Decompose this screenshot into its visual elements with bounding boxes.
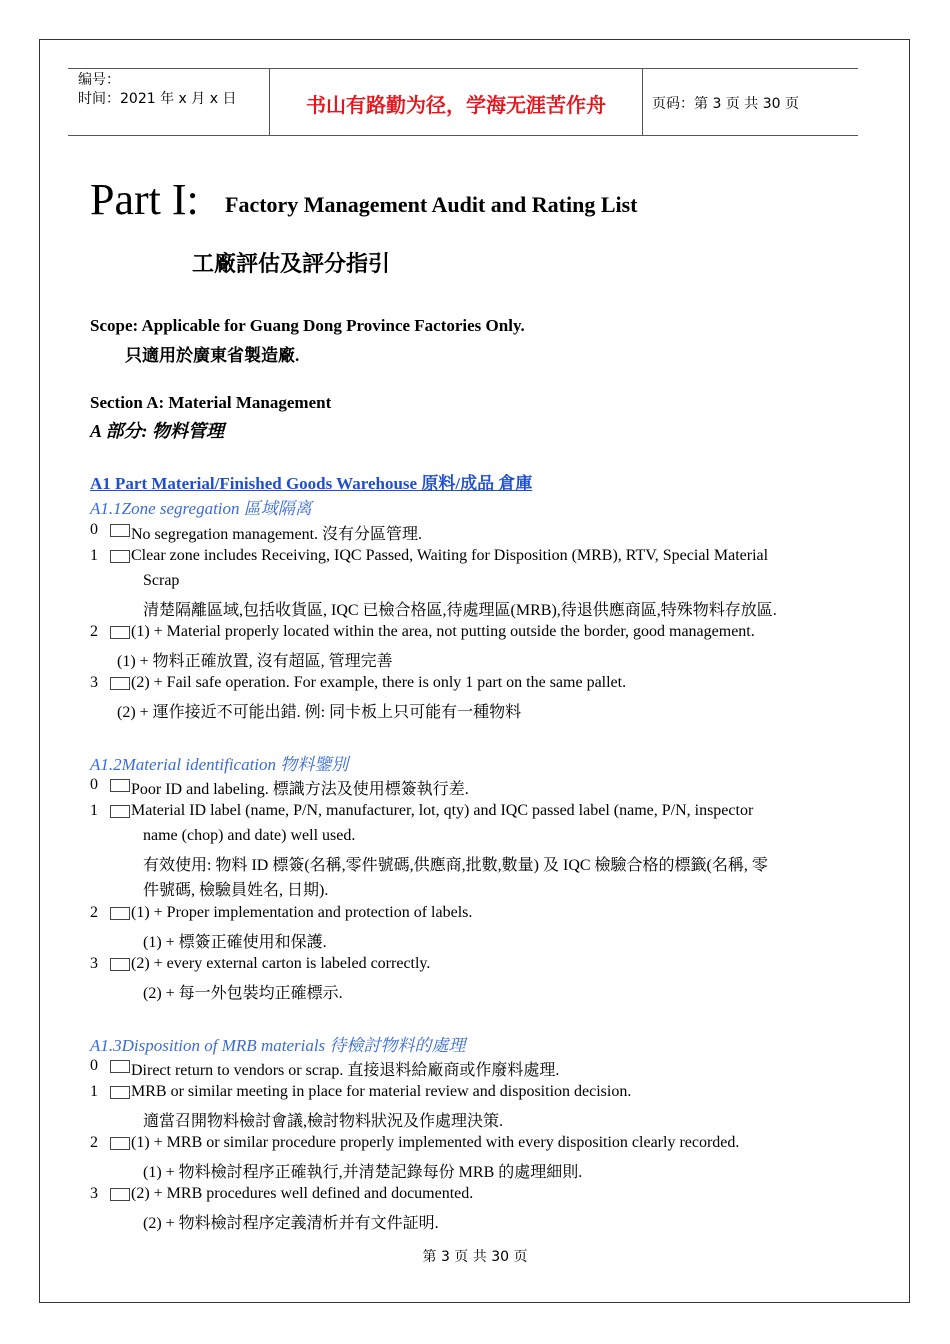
score-number: 2 (90, 904, 98, 921)
criterion-text: (1) + 標簽正確使用和保護. (143, 934, 327, 951)
part-label: Part I: (90, 175, 199, 224)
header-page-info: 页码：第 3 页 共 30 页 (652, 96, 799, 112)
criterion-text: Material ID label (name, P/N, manufacturer, lot, qty) and IQC passed label (name, P/N, inspector (131, 802, 754, 819)
criterion-text: (2) + 每一外包裝均正確標示. (143, 985, 343, 1002)
criterion-text: (1) + MRB or similar procedure properly implemented with every disposition clearly recorded. (131, 1134, 740, 1151)
score-checkbox[interactable] (110, 1060, 130, 1073)
header-meta (78, 71, 236, 109)
scope-en: Scope: Applicable for Guang Dong Province Factories Only. (90, 316, 525, 335)
score-number: 3 (90, 674, 98, 691)
score-checkbox[interactable] (110, 524, 130, 537)
section-title-cn: A 部分: 物料管理 (90, 421, 225, 441)
score-number: 1 (90, 802, 98, 819)
criterion-text: MRB or similar meeting in place for material review and disposition decision. (131, 1083, 632, 1100)
score-number: 0 (90, 1057, 98, 1074)
criterion-text: Direct return to vendors or scrap. 直接退料給廠商或作廢料處理. (131, 1062, 560, 1079)
a1-heading[interactable]: A1 Part Material/Finished Goods Warehouse 原料/成品 倉庫 (90, 474, 533, 493)
score-checkbox[interactable] (110, 805, 130, 818)
criterion-text: (1) + Material properly located within the area, not putting outside the border, good management. (131, 623, 755, 640)
score-number: 1 (90, 1083, 98, 1100)
criterion-text: (1) + Proper implementation and protection of labels. (131, 904, 473, 921)
score-checkbox[interactable] (110, 779, 130, 792)
score-number: 0 (90, 776, 98, 793)
criterion-text: (2) + Fail safe operation. For example, there is only 1 part on the same pallet. (131, 674, 627, 691)
criterion-text: Poor ID and labeling. 標識方法及使用標簽執行差. (131, 781, 469, 798)
scope-cn: 只適用於廣東省製造廠. (125, 346, 300, 365)
page-header (68, 68, 858, 136)
header-divider (642, 69, 643, 135)
criterion-text: (1) + 物料正確放置, 沒有超區, 管理完善 (117, 653, 393, 670)
score-number: 2 (90, 1134, 98, 1151)
score-checkbox[interactable] (110, 1086, 130, 1099)
subsection-title: A1.3Disposition of MRB materials 待檢討物料的處理 (90, 1036, 466, 1055)
subsection-title: A1.2Material identification 物料鑒別 (90, 755, 349, 774)
criterion-text: Scrap (143, 572, 180, 589)
part-title-cn: 工廠評估及評分指引 (192, 251, 391, 277)
doc-number-label: 编号： (78, 72, 120, 88)
score-number: 2 (90, 623, 98, 640)
header-motto: 书山有路勤为径，学海无涯苦作舟 (306, 93, 606, 117)
criterion-text: name (chop) and date) well used. (143, 827, 356, 844)
score-checkbox[interactable] (110, 907, 130, 920)
part-title: Factory Management Audit and Rating List (225, 192, 638, 217)
criterion-text: 有效使用: 物料 ID 標簽(名稱,零件號碼,供應商,批數,數量) 及 IQC 檢驗合格的標籤(名稱, 零 (143, 857, 768, 874)
subsection-title: A1.1Zone segregation 區域隔离 (90, 499, 312, 518)
score-number: 3 (90, 1185, 98, 1202)
criterion-text: 適當召開物料檢討會議,檢討物料狀況及作處理決策. (143, 1113, 504, 1130)
criterion-text: (2) + 物料檢討程序定義清析并有文件証明. (143, 1215, 439, 1232)
criterion-text: No segregation management. 沒有分區管理. (131, 526, 423, 543)
time-label: 时间：2021 年 x 月 x 日 (78, 91, 237, 107)
criterion-text: 清楚隔離區域,包括收貨區, IQC 已檢合格區,待處理區(MRB),待退供應商區,特殊物料存放區. (143, 602, 777, 619)
score-checkbox[interactable] (110, 550, 130, 563)
score-checkbox[interactable] (110, 677, 130, 690)
score-number: 1 (90, 547, 98, 564)
criterion-text: (2) + MRB procedures well defined and documented. (131, 1185, 474, 1202)
criterion-text: (2) + 運作接近不可能出錯. 例: 同卡板上只可能有一種物料 (117, 704, 522, 721)
score-number: 0 (90, 521, 98, 538)
section-title: Section A: Material Management (90, 393, 332, 412)
criterion-text: Clear zone includes Receiving, IQC Passed, Waiting for Disposition (MRB), RTV, Special Material (131, 547, 769, 564)
criterion-text: 件號碼, 檢驗員姓名, 日期). (143, 882, 329, 899)
score-checkbox[interactable] (110, 1188, 130, 1201)
page-footer: 第 3 页 共 30 页 (422, 1249, 528, 1265)
criterion-text: (1) + 物料檢討程序正確執行,并清楚記錄每份 MRB 的處理細則. (143, 1164, 583, 1181)
score-checkbox[interactable] (110, 1137, 130, 1150)
criterion-text: (2) + every external carton is labeled correctly. (131, 955, 431, 972)
score-checkbox[interactable] (110, 958, 130, 971)
score-checkbox[interactable] (110, 626, 130, 639)
score-number: 3 (90, 955, 98, 972)
